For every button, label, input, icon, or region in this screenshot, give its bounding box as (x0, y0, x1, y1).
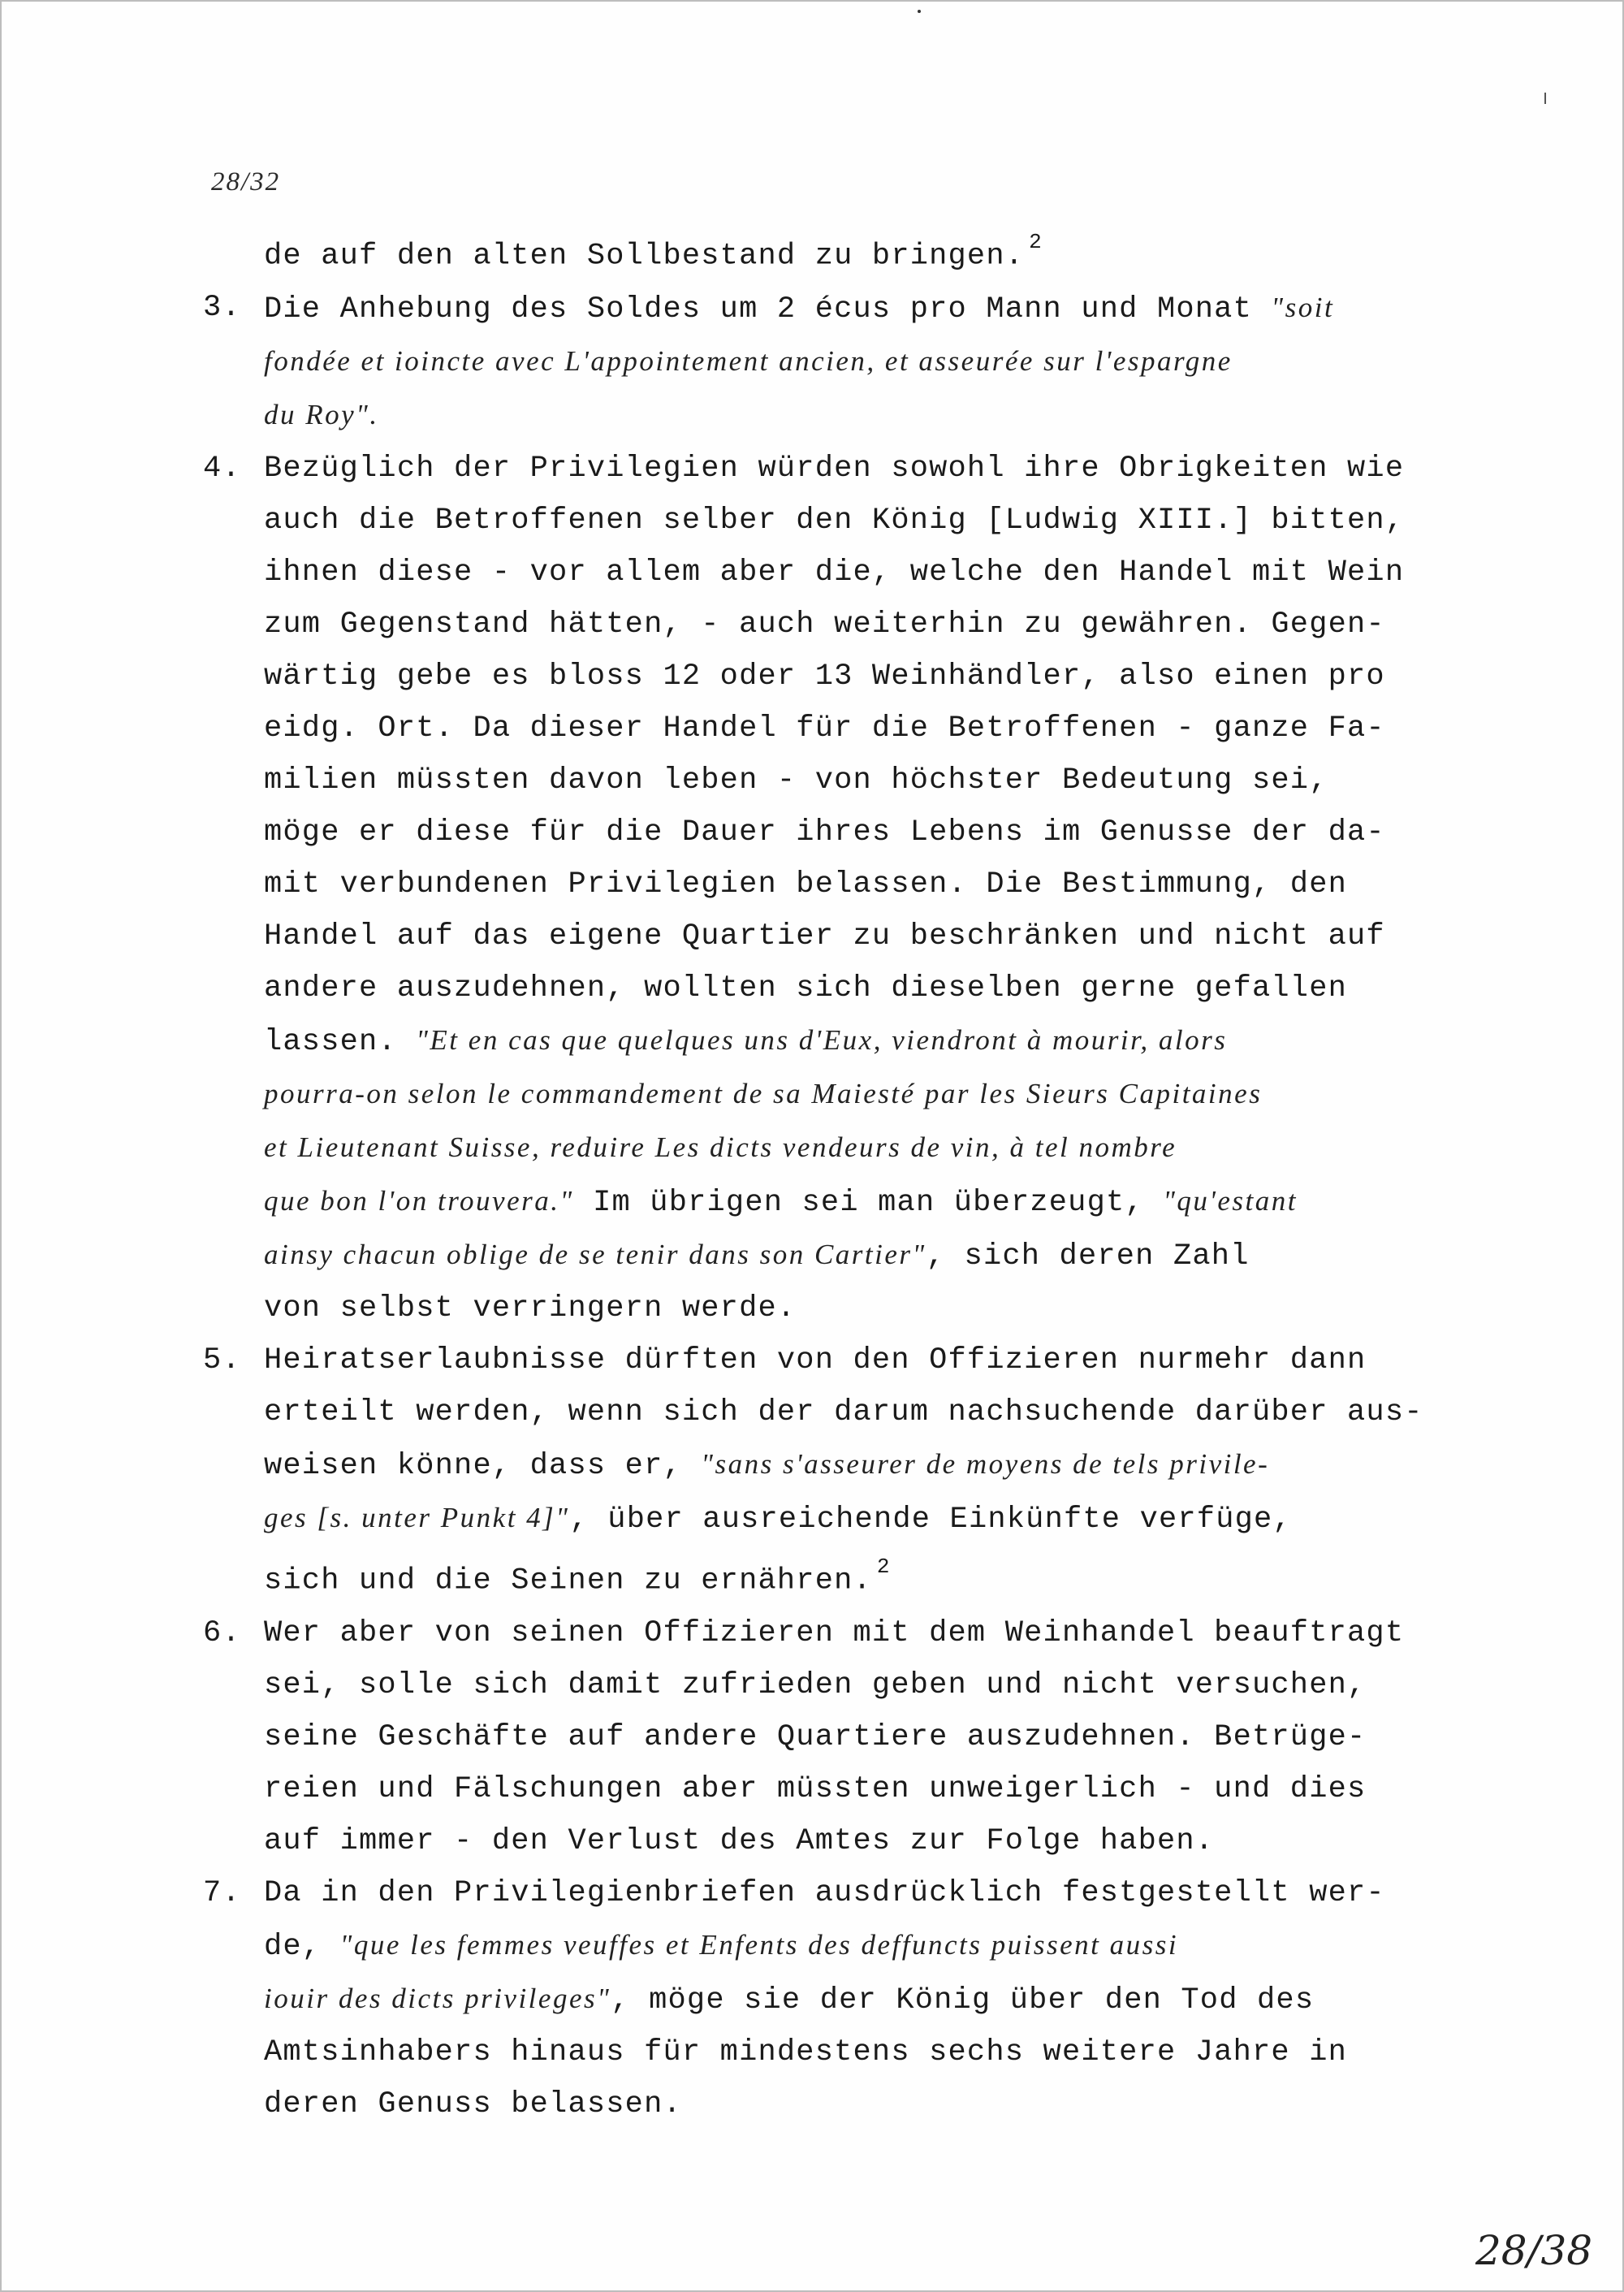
quoted-french-text: que bon l'on trouvera." (264, 1185, 574, 1217)
scan-speck (918, 10, 921, 13)
item-number: 4. (203, 452, 241, 487)
text-segment: von selbst verringern werde. (264, 1291, 797, 1326)
text-segment: sich und die Seinen zu ernähren. (264, 1563, 872, 1598)
quoted-french-text: "soit (1271, 292, 1335, 324)
continuation-line (203, 221, 1470, 282)
text-line (203, 1919, 1470, 1973)
list-item (203, 1867, 1470, 2130)
text-line (203, 599, 1470, 651)
text-segment: auch die Betroffenen selber den König [Ludwig XIII.] bitten, (264, 504, 1405, 538)
text-segment: Da in den Privilegienbriefen ausdrücklich festgestellt wer- (264, 1875, 1385, 1910)
quoted-french-text: "que les femmes veuffes et Enfents des deffuncts puissent aussi (339, 1928, 1179, 1961)
text-segment: , über ausreichende Einkünfte verfüge, (569, 1503, 1292, 1537)
quoted-french-text: iouir des dicts privileges" (264, 1982, 611, 2014)
text-segment: weisen könne, dass er, (264, 1449, 702, 1484)
item-number: 7. (203, 1875, 241, 1910)
text-line (203, 1711, 1470, 1763)
list-item (203, 1334, 1470, 1607)
text-segment: Wer aber von seinen Offizieren mit dem Weinhandel beauftragt (264, 1615, 1405, 1650)
text-line (203, 962, 1470, 1014)
text-line (203, 807, 1470, 858)
text-line (203, 1438, 1470, 1492)
body-text (203, 221, 1470, 2130)
text-segment: milien müssten davon leben - von höchster Bedeutung sei, (264, 763, 1328, 798)
text-segment: de, (264, 1929, 340, 1964)
text-segment: Handel auf das eigene Quartier zu beschränken und nicht auf (264, 919, 1385, 954)
text-segment: reien und Fälschungen aber müssten unweigerlich - und dies (264, 1771, 1367, 1806)
quoted-french-text: ges [s. unter Punkt 4]" (264, 1502, 570, 1534)
text-line (203, 1607, 1470, 1659)
quoted-french-text: et Lieutenant Suisse, reduire Les dicts vendeurs de vin, à tel nombre (264, 1131, 1177, 1164)
page-reference: 28/32 (211, 167, 281, 197)
list-item (203, 1607, 1470, 1867)
text-segment: deren Genuss belassen. (264, 2087, 682, 2121)
text-line (203, 755, 1470, 807)
text-line (203, 1282, 1470, 1334)
text-segment: möge er diese für die Dauer ihres Lebens im Genusse der da- (264, 815, 1385, 850)
quoted-french-text: "Et en cas que quelques uns d'Eux, viendront à mourir, alors (416, 1024, 1228, 1057)
quoted-french-text: "qu'estant (1163, 1185, 1298, 1217)
text-segment: Heiratserlaubnisse dürften von den Offizieren nurmehr dann (264, 1343, 1367, 1378)
text-segment: lassen. (264, 1025, 417, 1060)
text-line (203, 1229, 1470, 1282)
quoted-french-text: pourra-on selon le commandement de sa Maiesté par les Sieurs Capitaines (264, 1078, 1263, 1110)
text-line (203, 389, 1470, 443)
text-line (203, 1386, 1470, 1438)
text-segment: wärtig gebe es bloss 12 oder 13 Weinhändler, also einen pro (264, 659, 1385, 694)
text-segment: erteilt werden, wenn sich der darum nachsuchende darüber aus- (264, 1395, 1423, 1430)
text-line (203, 335, 1470, 389)
text-segment: Im übrigen sei man überzeugt, (573, 1186, 1164, 1221)
list-item (203, 282, 1470, 443)
text-line (203, 858, 1470, 910)
text-segment: Amtsinhabers hinaus für mindestens sechs weitere Jahre in (264, 2035, 1348, 2069)
quoted-french-text: fondée et ioincte avec L'appointement ancien, et asseurée sur l'espargne (264, 345, 1233, 378)
item-number: 6. (203, 1615, 241, 1650)
text-segment: auf immer - den Verlust des Amtes zur Folge haben. (264, 1823, 1215, 1858)
text-segment: Die Anhebung des Soldes um 2 écus pro Mann und Monat (264, 292, 1272, 327)
text-line (203, 1492, 1470, 1546)
text-line (203, 1334, 1470, 1386)
quoted-french-text: "sans s'asseurer de moyens de tels privile- (701, 1448, 1270, 1481)
text-line (203, 651, 1470, 703)
text-segment: andere auszudehnen, wollten sich dieselben gerne gefallen (264, 971, 1348, 1006)
continuation-text: de auf den alten Sollbestand zu bringen. (264, 239, 1025, 274)
text-line (203, 910, 1470, 962)
text-line (203, 1546, 1470, 1607)
text-line (203, 703, 1470, 755)
quoted-french-text: ainsy chacun oblige de se tenir dans son Cartier" (264, 1239, 926, 1271)
text-segment: seine Geschäfte auf andere Quartiere auszudehnen. Betrüge- (264, 1719, 1367, 1754)
numbered-list (203, 282, 1470, 2130)
footnote-reference: 2 (876, 1555, 891, 1580)
item-number: 3. (203, 291, 241, 326)
text-line (203, 282, 1470, 335)
text-line (203, 1867, 1470, 1919)
text-segment: eidg. Ort. Da dieser Handel für die Betroffenen - ganze Fa- (264, 711, 1385, 746)
text-line (203, 1815, 1470, 1867)
text-line (203, 2026, 1470, 2078)
footnote-reference: 2 (1029, 230, 1043, 254)
text-line (203, 1122, 1470, 1175)
handwritten-page-number: 28/38 (1475, 2227, 1593, 2274)
list-item (203, 443, 1470, 1334)
text-line (203, 1068, 1470, 1122)
text-line (203, 1014, 1470, 1068)
text-line (203, 1175, 1470, 1229)
text-segment: , möge sie der König über den Tod des (611, 1983, 1315, 2017)
text-segment: mit verbundenen Privilegien belassen. Die Bestimmung, den (264, 867, 1348, 902)
text-segment: sei, solle sich damit zufrieden geben und nicht versuchen, (264, 1667, 1367, 1702)
text-segment: ihnen diese - vor allem aber die, welche den Handel mit Wein (264, 556, 1405, 590)
text-segment: Bezüglich der Privilegien würden sowohl ihre Obrigkeiten wie (264, 452, 1405, 487)
quoted-french-text: du Roy". (264, 399, 379, 431)
text-line (203, 1763, 1470, 1815)
text-line (203, 443, 1470, 495)
text-line (203, 2078, 1470, 2130)
text-line (203, 1659, 1470, 1711)
text-segment: zum Gegenstand hätten, - auch weiterhin zu gewähren. Gegen- (264, 608, 1385, 642)
text-segment: , sich deren Zahl (926, 1239, 1250, 1274)
text-line (203, 495, 1470, 547)
text-line (203, 547, 1470, 599)
item-number: 5. (203, 1343, 241, 1378)
scan-mark (1544, 93, 1546, 104)
text-line (203, 1973, 1470, 2026)
